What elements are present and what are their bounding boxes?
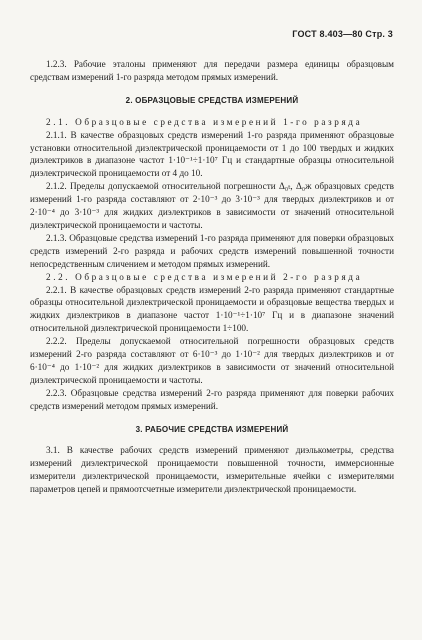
section-heading: 2. ОБРАЗЦОВЫЕ СРЕДСТВА ИЗМЕРЕНИЙ	[125, 95, 299, 105]
paragraph: 2.1.2. Пределы допускаемой относительной погрешности Δ₀ₜ, Δ₀ж образцовых средств измерений 1-го разряда составляют от 2·10⁻³ до 3·10⁻³ для твердых диэлектриков и от 2·10⁻⁴ до 3·10⁻³ для жидких диэлектриков в зависимости от значений относительной диэлектрической проницаемости и частоты.	[30, 181, 394, 230]
section-heading: 3. РАБОЧИЕ СРЕДСТВА ИЗМЕРЕНИЙ	[135, 424, 289, 434]
paragraph: 3.1. В качестве рабочих средств измерений применяют диэлькометры, средства измерений диэлектрической проницаемости повышенной точности, иммерсионные измерители диэлектрической проницаемости, измерительные ячейки с измерителями параметров цепей и прямоотсчетные измерители диэлектрической проницаемости.	[30, 445, 394, 495]
paragraph: 2.2.2. Пределы допускаемой относительной погрешности образцовых средств измерений 2-го разряда составляют от 6·10⁻³ до 1·10⁻² для твердых диэлектриков и от 6·10⁻⁴ до 1·10⁻² для жидких диэлектриков в зависимости от значений относительной диэлектрической проницаемости и частоты.	[30, 336, 394, 385]
paragraph: 2.1. Образцовые средства измерений 1-го разряда	[46, 116, 363, 127]
document-body	[30, 58, 394, 496]
page-header: ГОСТ 8.403—80 Стр. 3	[292, 29, 393, 39]
paragraph: 2.2. Образцовые средства измерений 2-го разряда	[46, 271, 363, 282]
paragraph: 2.2.3. Образцовые средства измерений 2-го разряда применяют для поверки рабочих средств измерений методом прямых измерений.	[30, 387, 394, 411]
paragraph: 2.1.3. Образцовые средства измерений 1-го разряда применяют для поверки образцовых средств измерений 2-го разряда и рабочих средств измерений повышенной точности непосредственным сличением и методом прямых измерений.	[30, 232, 394, 269]
paragraph: 2.2.1. В качестве образцовых средств измерений 2-го разряда применяют стандартные образцы относительной диэлектрической проницаемости и образцовые вещества твердых и жидких диэлектриков в диапазоне частот 1·10⁻¹÷1·10⁷ Гц и в диапазоне значений относительной диэлектрической проницаемости 1÷100.	[30, 284, 394, 334]
paragraph: 2.1.1. В качестве образцовых средств измерений 1-го разряда применяют образцовые установки относительной диэлектрической проницаемости от 1 до 100 твердых и жидких диэлектриков в диапазоне частот 1·10⁻¹÷1·10⁷ Гц и стандартные образцы относительной диэлектрической проницаемости от 4 до 10.	[30, 129, 394, 179]
paragraph: 1.2.3. Рабочие эталоны применяют для передачи размера единицы образцовым средствам измерений 1-го разряда методом прямых измерений.	[30, 59, 394, 82]
